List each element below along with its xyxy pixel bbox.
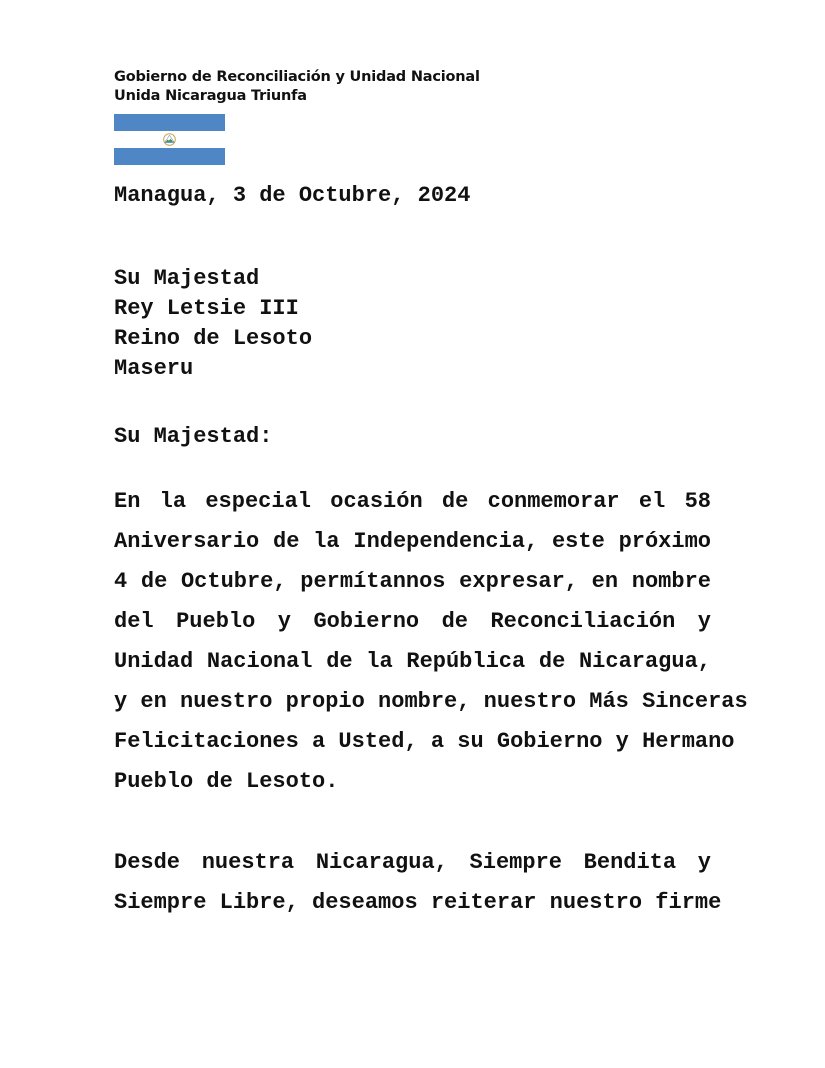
- flag-top-band: [114, 114, 225, 131]
- body-paragraph-1: [114, 482, 748, 802]
- nicaragua-flag-icon: [114, 114, 225, 165]
- letterhead-slogan: Unida Nicaragua Triunfa: [114, 88, 307, 104]
- letterhead: [114, 68, 480, 106]
- paragraph-line: En la especial ocasión de conmemorar el 58: [114, 489, 711, 514]
- paragraph-line: 4 de Octubre, permítannos expresar, en nombre: [114, 569, 711, 594]
- recipient-name: Rey Letsie III: [114, 296, 299, 321]
- paragraph-line: Siempre Libre, deseamos reiterar nuestro firme: [114, 890, 722, 915]
- paragraph-line: Pueblo de Lesoto.: [114, 769, 339, 794]
- paragraph-line: del Pueblo y Gobierno de Reconciliación y: [114, 609, 711, 634]
- recipient-title: Su Majestad: [114, 266, 260, 291]
- salutation: Su Majestad:: [114, 424, 273, 449]
- paragraph-line: Felicitaciones a Usted, a su Gobierno y Hermano: [114, 729, 735, 754]
- paragraph-line: Desde nuestra Nicaragua, Siempre Bendita y: [114, 850, 711, 875]
- paragraph-line: Aniversario de la Independencia, este próximo: [114, 529, 711, 554]
- letterhead-government-name: Gobierno de Reconciliación y Unidad Nacional: [114, 69, 480, 85]
- recipient-city: Maseru: [114, 356, 194, 381]
- coat-of-arms-icon: [162, 133, 177, 146]
- flag-bottom-band: [114, 148, 225, 165]
- body-paragraph-2: [114, 843, 722, 923]
- paragraph-line: y en nuestro propio nombre, nuestro Más Sinceras: [114, 689, 748, 714]
- recipient-address: [114, 264, 312, 384]
- flag-middle-band: [114, 131, 225, 148]
- recipient-country: Reino de Lesoto: [114, 326, 313, 351]
- letter-date: Managua, 3 de Octubre, 2024: [114, 183, 471, 208]
- paragraph-line: Unidad Nacional de la República de Nicaragua,: [114, 649, 711, 674]
